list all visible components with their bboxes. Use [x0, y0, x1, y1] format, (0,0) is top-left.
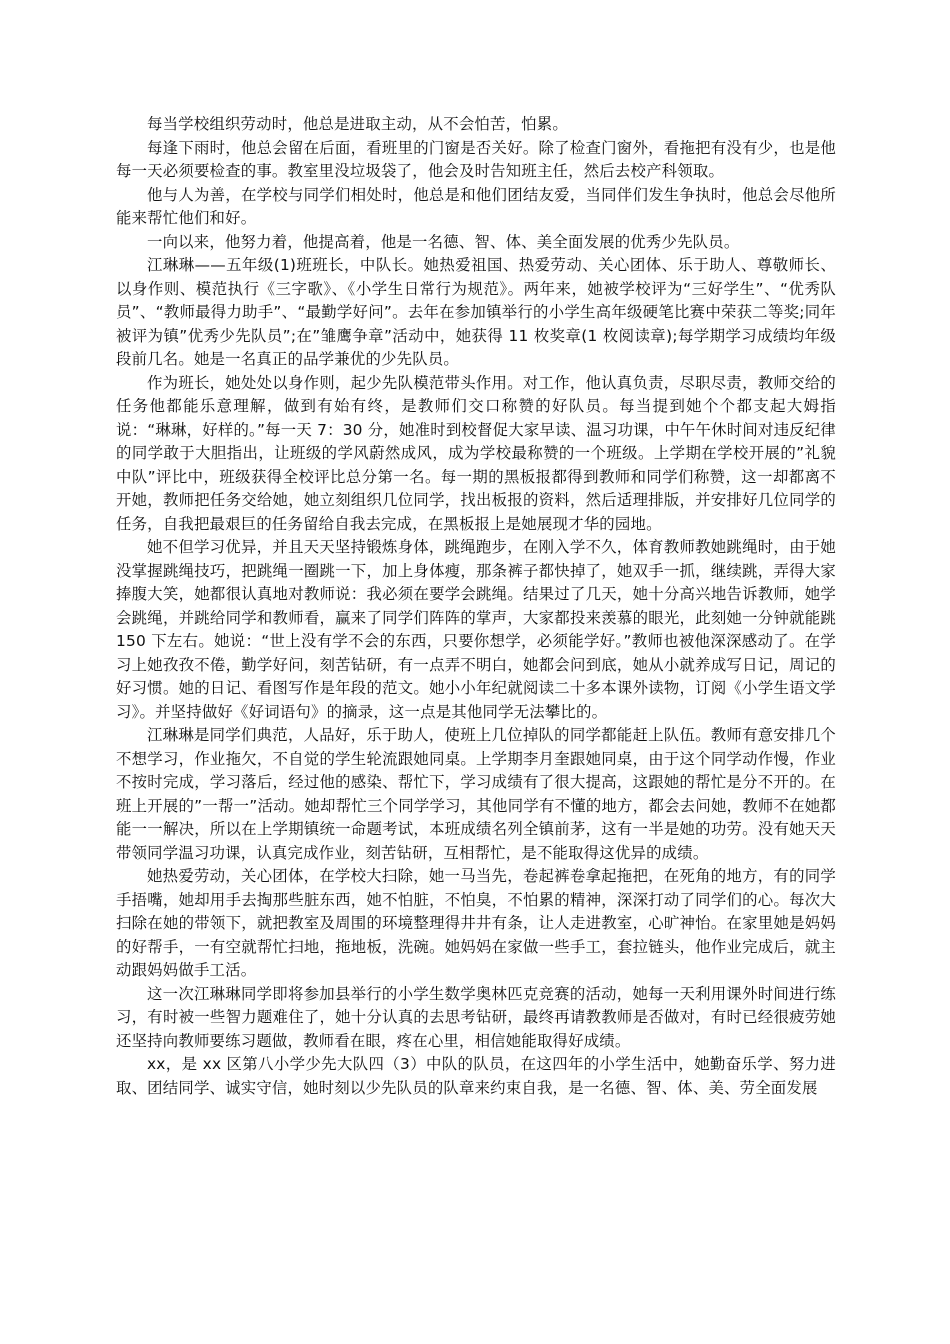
- paragraph: xx，是 xx 区第八小学少先大队四（3）中队的队员，在这四年的小学生活中，她勤奋乐学、努力进取、团结同学、诚实守信，她时刻以少先队员的队章来约束自我，是一名德、智、体、美、劳全面发展: [116, 1055, 836, 1097]
- paragraph: 她热爱劳动，关心团体，在学校大扫除，她一马当先，卷起裤卷拿起拖把，在死角的地方，有的同学手捂嘴，她却用手去掏那些脏东西，她不怕脏，不怕臭，不怕累的精神，深深打动了同学们的心。每次大扫除在她的带领下，就把教室及周围的环境整理得井井有条，让人走进教室，心旷神怡。在家里她是妈妈的好帮手，一有空就帮忙扫地，拖地板，洗碗。她妈妈在家做一些手工，套拉链头，他作业完成后，就主动跟妈妈做手工活。: [116, 867, 836, 979]
- paragraph: 他与人为善，在学校与同学们相处时，他总是和他们团结友爱，当同伴们发生争执时，他总会尽他所能来帮忙他们和好。: [116, 185, 836, 227]
- paragraph: 作为班长，她处处以身作则，起少先队模范带头作用。对工作，他认真负责，尽职尽责，教师交给的任务他都能乐意理解，做到有始有终，是教师们交口称赞的好队员。每当提到她个个都支起大姆指说：“琳琳，好样的。”每一天 7：30 分，她准时到校督促大家早读、温习功课，中午午休时间对违反纪律的同学敢于大胆指出，让班级的学风蔚然成风，成为学校最称赞的一个班级。上学期在学校开展的”礼貌中队”评比中，班级获得全校评比总分第一名。每一期的黑板报都得到教师和同学们称赞，这一却都离不开她，教师把任务交给她，她立刻组织几位同学，找出板报的资料，然后适理排版，并安排好几位同学的任务，自我把最艰巨的任务留给自我去完成，在黑板报上是她展现才华的园地。: [116, 373, 836, 533]
- paragraph: 每当学校组织劳动时，他总是进取主动，从不会怕苦，怕累。: [147, 115, 568, 133]
- paragraph: 这一次江琳琳同学即将参加县举行的小学生数学奥林匹克竞赛的活动，她每一天利用课外时间进行练习，有时被一些智力题难住了，她十分认真的去思考钻研，最终再请教教师是否做对，有时已经很疲劳她还坚持向教师要练习题做，教师看在眼，疼在心里，相信她能取得好成绩。: [116, 984, 836, 1050]
- document-page: [116, 113, 836, 1100]
- paragraph: 江琳琳——五年级(1)班班长，中队长。她热爱祖国、热爱劳动、关心团体、乐于助人、尊敬师长、以身作则、模范执行《三字歌》、《小学生日常行为规范》。两年来，她被学校评为“三好学生”、“优秀队员”、“教师最得力助手”、“最勤学好问”。去年在参加镇举行的小学生高年级硬笔比赛中荣获二等奖;同年被评为镇”优秀少先队员”;在”雏鹰争章”活动中，她获得 11 枚奖章(1 枚阅读章);每学期学习成绩均年级段前几名。她是一名真正的品学兼优的少先队员。: [116, 256, 836, 368]
- paragraph: 江琳琳是同学们典范，人品好，乐于助人，使班上几位掉队的同学都能赶上队伍。教师有意安排几个不想学习，作业拖欠，不自觉的学生轮流跟她同桌。上学期李月奎跟她同桌，由于这个同学动作慢，作业不按时完成，学习落后，经过他的感染、帮忙下，学习成绩有了很大提高，这跟她的帮忙是分不开的。在班上开展的”一帮一”活动。她却帮忙三个同学学习，其他同学有不懂的地方，都会去问她，教师不在她都能一一解决，所以在上学期镇统一命题考试，本班成绩名列全镇前茅，这有一半是她的功劳。没有她天天带领同学温习功课，认真完成作业，刻苦钻研，互相帮忙，是不能取得这优异的成绩。: [116, 726, 836, 862]
- paragraph: 每逢下雨时，他总会留在后面，看班里的门窗是否关好。除了检查门窗外，看拖把有没有少，也是他每一天必须要检查的事。教室里没垃圾袋了，他会及时告知班主任，然后去校产科领取。: [116, 138, 836, 180]
- paragraph: 一向以来，他努力着，他提高着，他是一名德、智、体、美全面发展的优秀少先队员。: [147, 232, 740, 251]
- paragraph: 她不但学习优异，并且天天坚持锻炼身体，跳绳跑步，在刚入学不久，体育教师教她跳绳时，由于她没掌握跳绳技巧，把跳绳一圈跳一下，加上身体瘦，那条裤子都快掉了，她双手一抓，继续跳，弄得大家捧腹大笑，她都很认真地对教师说：我必须在要学会跳绳。结果过了几天，她十分高兴地告诉教师，她学会跳绳，并跳给同学和教师看，赢来了同学们阵阵的掌声，大家都投来羡慕的眼光，此刻她一分钟就能跳 150 下左右。她说：“世上没有学不会的东西，只要你想学，必须能学好。”教师也被他深深感动了。在学习上她孜孜不倦，勤学好问，刻苦钻研，有一点弄不明白，她都会问到底，她从小就养成写日记，周记的好习惯。她的日记、看图写作是年段的范文。她小小年纪就阅读二十多本课外读物，订阅《小学生语文学习》。并坚持做好《好词语句》的摘录，这一点是其他同学无法攀比的。: [116, 538, 836, 721]
